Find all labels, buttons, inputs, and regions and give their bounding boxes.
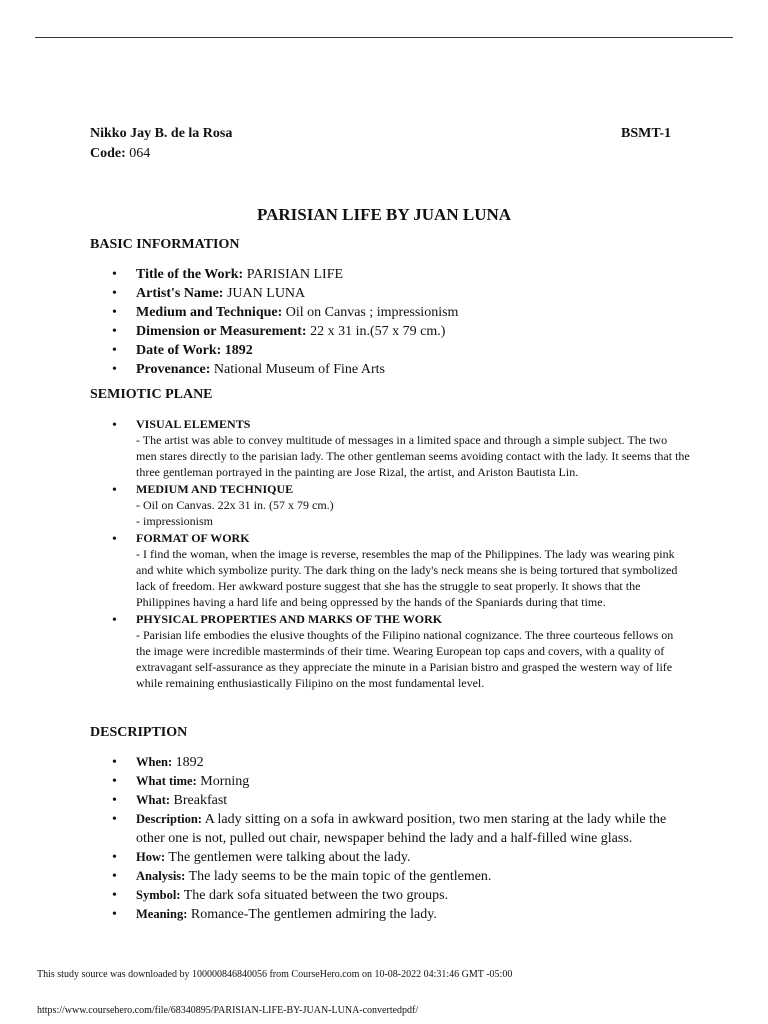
list-item — [110, 265, 690, 284]
item-value: The gentlemen were talking about the lady. — [168, 850, 411, 865]
list-item — [110, 848, 690, 867]
item-label: What: — [136, 793, 171, 807]
list-item — [110, 341, 690, 360]
semiotic-plane-list — [110, 416, 690, 692]
list-item — [110, 810, 690, 848]
item-label: Description: — [136, 812, 202, 826]
section-body: - impressionism — [136, 514, 213, 528]
list-item — [110, 753, 690, 772]
item-label: Date of Work: 1892 — [136, 343, 253, 358]
list-item — [110, 772, 690, 791]
item-label: Dimension or Measurement: — [136, 324, 307, 339]
item-label: How: — [136, 850, 166, 864]
item-value: The dark sofa situated between the two groups. — [183, 888, 449, 903]
item-label: When: — [136, 755, 173, 769]
section-body: - The artist was able to convey multitude of messages in a limited space and through a simple subject. The two men stares directly to the parisian lady. The other gentleman seems avoiding contact with the lady. It seems that the three gentleman portrayed in the painting are Jose Rizal, the artist, and Ariston Bautista Lin. — [136, 433, 690, 479]
semiotic-plane-heading: SEMIOTIC PLANE — [90, 387, 213, 402]
section-title: • VISUAL ELEMENTS — [136, 417, 251, 431]
basic-information-list — [110, 265, 690, 379]
item-value: Oil on Canvas ; impressionism — [285, 305, 459, 320]
code-label: Code: — [90, 146, 126, 161]
student-code — [90, 146, 150, 162]
list-item — [110, 481, 690, 529]
source-url-link[interactable]: https://www.coursehero.com/file/68340895/PARISIAN-LIFE-BY-JUAN-LUNA-convertedpdf/ — [37, 1005, 419, 1016]
section-body: - Parisian life embodies the elusive thoughts of the Filipino national cognizance. The three courteous fellows on the image were incredible masterminds of their time. Wearing European top caps and covers, with a quality of extravagant self-assurance as they appreciate the minute in a Parisian bistro and grasped the western way of life while remaining enthusiastically Filipino on the most fundamental level. — [136, 628, 674, 690]
list-item — [110, 303, 690, 322]
section-body: - I find the woman, when the image is reverse, resembles the map of the Philippines. The lady was wearing pink and white which symbolize purity. The dark thing on the lady's neck means she is being tortured that symbolized lack of freedom. Her awkward posture suggest that she has the struggle to seat properly. It shows that the Philippines having a hard life and being oppressed by the hands of the Spaniards during that time. — [136, 547, 678, 609]
document-title: PARISIAN LIFE BY JUAN LUNA — [256, 205, 512, 224]
class-code: BSMT-1 — [621, 126, 672, 141]
list-item — [110, 886, 690, 905]
item-label: Symbol: — [136, 888, 181, 902]
section-title: • FORMAT OF WORK — [136, 531, 250, 545]
item-value: The lady seems to be the main topic of the gentlemen. — [188, 869, 492, 884]
item-value: PARISIAN LIFE — [246, 267, 344, 282]
code-value: 064 — [129, 146, 151, 161]
author-name: Nikko Jay B. de la Rosa — [90, 126, 233, 141]
section-title: • PHYSICAL PROPERTIES AND MARKS OF THE WORK — [136, 612, 443, 626]
download-notice: This study source was downloaded by 100000846840056 from CourseHero.com on 10-08-2022 04:31:46 GMT -05:00 — [37, 969, 513, 980]
top-rule — [35, 37, 733, 38]
list-item — [110, 416, 690, 480]
list-item — [110, 360, 690, 379]
item-label: Analysis: — [136, 869, 186, 883]
item-value: A lady sitting on a sofa in awkward position, two men staring at the lady while the other one is not, pulled out chair, newspaper behind the lady and a half-filled wine glass. — [136, 812, 667, 846]
item-value: 22 x 31 in.(57 x 79 cm.) — [310, 324, 446, 339]
description-list — [110, 753, 690, 924]
item-value: 1892 — [175, 755, 204, 770]
item-label: Artist's Name: — [136, 286, 224, 301]
item-value: Breakfast — [173, 793, 228, 808]
description-heading: DESCRIPTION — [90, 725, 188, 740]
basic-information-heading: BASIC INFORMATION — [90, 237, 240, 252]
item-value: National Museum of Fine Arts — [213, 362, 385, 377]
list-item — [110, 284, 690, 303]
item-label: Medium and Technique: — [136, 305, 283, 320]
item-label: Provenance: — [136, 362, 211, 377]
item-label: What time: — [136, 774, 197, 788]
list-item — [110, 905, 690, 924]
list-item — [110, 611, 690, 691]
list-item — [110, 322, 690, 341]
item-value: Morning — [200, 774, 250, 789]
section-body: - Oil on Canvas. 22x 31 in. (57 x 79 cm.) — [136, 498, 334, 512]
list-item — [110, 791, 690, 810]
list-item — [110, 867, 690, 886]
list-item — [110, 530, 690, 610]
item-value: Romance-The gentlemen admiring the lady. — [190, 907, 437, 922]
item-label: Title of the Work: — [136, 267, 244, 282]
section-title: • MEDIUM AND TECHNIQUE — [136, 482, 294, 496]
item-label: Meaning: — [136, 907, 188, 921]
item-value: JUAN LUNA — [226, 286, 306, 301]
